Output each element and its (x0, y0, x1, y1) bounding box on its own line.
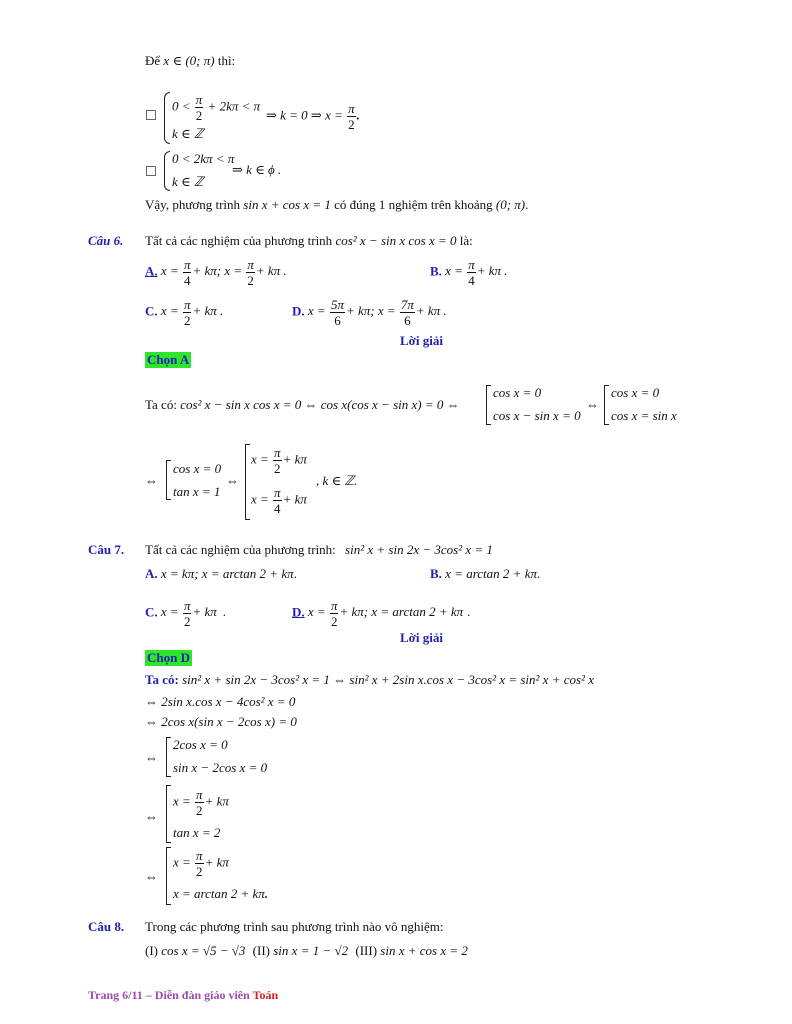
page-footer (88, 988, 278, 1003)
q7-option-b[interactable]: B. x = arctan 2 + kπ. (430, 566, 541, 581)
q7-bracket1-row1: 2cos x = 0 (173, 737, 228, 752)
case2-line2: k ∈ ℤ (172, 174, 204, 189)
question-7-label: Câu 7. (88, 542, 125, 557)
q7-iff: ⇔ (145, 809, 158, 824)
bracket (166, 785, 171, 843)
q6-option-c[interactable]: C. x = $\frac{\pi}{2}$ + kπ . (145, 297, 224, 328)
q6-result-tail: , k ∈ ℤ. (316, 473, 358, 488)
case1-implication: ⇒ k = 0 ⇒ x = $\frac{\pi}{2}$ . (266, 101, 360, 132)
q6-bracket3-row2: tan x = 1 (173, 484, 221, 499)
q6-option-a[interactable]: A. x = $\frac{\pi}{4}$ + kπ; x = $\frac{\pi}{2}$ + kπ . (145, 257, 287, 288)
q7-bracket2-row2: tan x = 2 (173, 825, 221, 840)
checkbox-bullet-icon (146, 166, 156, 176)
q6-result-row1: x = $\frac{\pi}{2}$ + kπ (251, 445, 307, 476)
q7-iff: ⇔ (145, 869, 158, 884)
checkbox-bullet-icon (146, 110, 156, 120)
q7-option-c[interactable]: C. x = $\frac{\pi}{2}$ + kπ . (145, 598, 227, 629)
q7-bracket3-row2: x = arctan 2 + kπ. (173, 886, 269, 901)
q7-answer-badge: Chọn D (147, 650, 190, 665)
q6-solution-heading: Lời giải (400, 333, 443, 348)
q7-option-a[interactable]: A. x = kπ; x = arctan 2 + kπ. (145, 566, 297, 581)
q7-solution-heading: Lời giải (400, 630, 443, 645)
intro-condition-line (145, 53, 235, 69)
q8-statements: (I) cos x = √5 − √3 (II) sin x = 1 − √2 (III) sin x + cos x = 2 (145, 943, 468, 958)
brace-case1 (164, 92, 170, 144)
bracket (245, 444, 250, 520)
case2-implication: ⇒ k ∈ ϕ . (232, 162, 282, 177)
bracket (486, 385, 491, 425)
q6-bracket2-row1: cos x = 0 (611, 385, 660, 400)
q6-iff: ⇔ (226, 473, 239, 488)
q6-bracket1-row2: cos x − sin x = 0 (493, 408, 581, 423)
case1-line2: k ∈ ℤ (172, 126, 204, 141)
brace-case2 (164, 151, 170, 191)
q6-solution-line1: Ta có: cos² x − sin x cos x = 0 ⇔ cos x(cos x − sin x) = 0 ⇔ (145, 397, 460, 412)
q7-bracket2-row1: x = $\frac{\pi}{2}$ + kπ (173, 787, 229, 818)
footer-text: Trang 6/11 – Diễn đàn giáo viên (88, 988, 250, 1002)
intro-conclusion: Vậy, phương trình sin x + cos x = 1 có đúng 1 nghiệm trên khoảng (0; π). (145, 197, 529, 212)
q6-result-row2: x = $\frac{\pi}{4}$ + kπ (251, 485, 307, 516)
bracket (166, 737, 171, 777)
q6-iff: ⇔ (145, 473, 158, 488)
intro-de: Để (145, 53, 161, 68)
q6-iff: ⇔ (586, 397, 599, 412)
q7-bracket3-row1: x = $\frac{\pi}{2}$ + kπ (173, 848, 229, 879)
q6-answer-badge: Chọn A (147, 352, 190, 367)
q7-solution-line2: ⇔ 2sin x.cos x − 4cos² x = 0 (145, 694, 296, 709)
question-6-stem: Tất cả các nghiệm của phương trình cos² x − sin x cos x = 0 là: (145, 233, 473, 248)
bracket (166, 847, 171, 905)
q7-bracket1-row2: sin x − 2cos x = 0 (173, 760, 268, 775)
case2-line1: 0 < 2kπ < π (172, 151, 235, 166)
q6-bracket1-row1: cos x = 0 (493, 385, 542, 400)
question-8-label: Câu 8. (88, 919, 125, 934)
intro-cond: x ∈ (0; π) (163, 53, 215, 68)
question-6-label: Câu 6. (88, 233, 124, 248)
case1-line1: 0 < $\frac{\pi}{2}$ + 2kπ < π (172, 92, 261, 123)
q7-iff: ⇔ (145, 750, 158, 765)
footer-toan: Toán (252, 988, 279, 1002)
bracket (604, 385, 609, 425)
q7-solution-line3: ⇔ 2cos x(sin x − 2cos x) = 0 (145, 714, 297, 729)
q6-bracket3-row1: cos x = 0 (173, 461, 222, 476)
q7-option-d[interactable]: D. x = $\frac{\pi}{2}$ + kπ; x = arctan 2 + kπ . (292, 598, 471, 629)
question-8-stem: Trong các phương trình sau phương trình nào vô nghiệm: (145, 919, 444, 934)
q7-solution-line1: Ta có: sin² x + sin 2x − 3cos² x = 1 ⇔ sin² x + 2sin x.cos x − 3cos² x = sin² x + cos² x (145, 672, 594, 687)
q6-option-d[interactable]: D. x = $\frac{5\pi}{6}$ + kπ; x = $\frac{7\pi}{6}$ + kπ . (292, 297, 447, 328)
bracket (166, 460, 171, 500)
q6-bracket2-row2: cos x = sin x (611, 408, 677, 423)
question-7-stem: Tất cả các nghiệm của phương trình: sin² x + sin 2x − 3cos² x = 1 (145, 542, 493, 557)
intro-thi: thì: (217, 53, 236, 68)
q6-option-b[interactable]: B. x = $\frac{\pi}{4}$ + kπ . (430, 257, 508, 288)
